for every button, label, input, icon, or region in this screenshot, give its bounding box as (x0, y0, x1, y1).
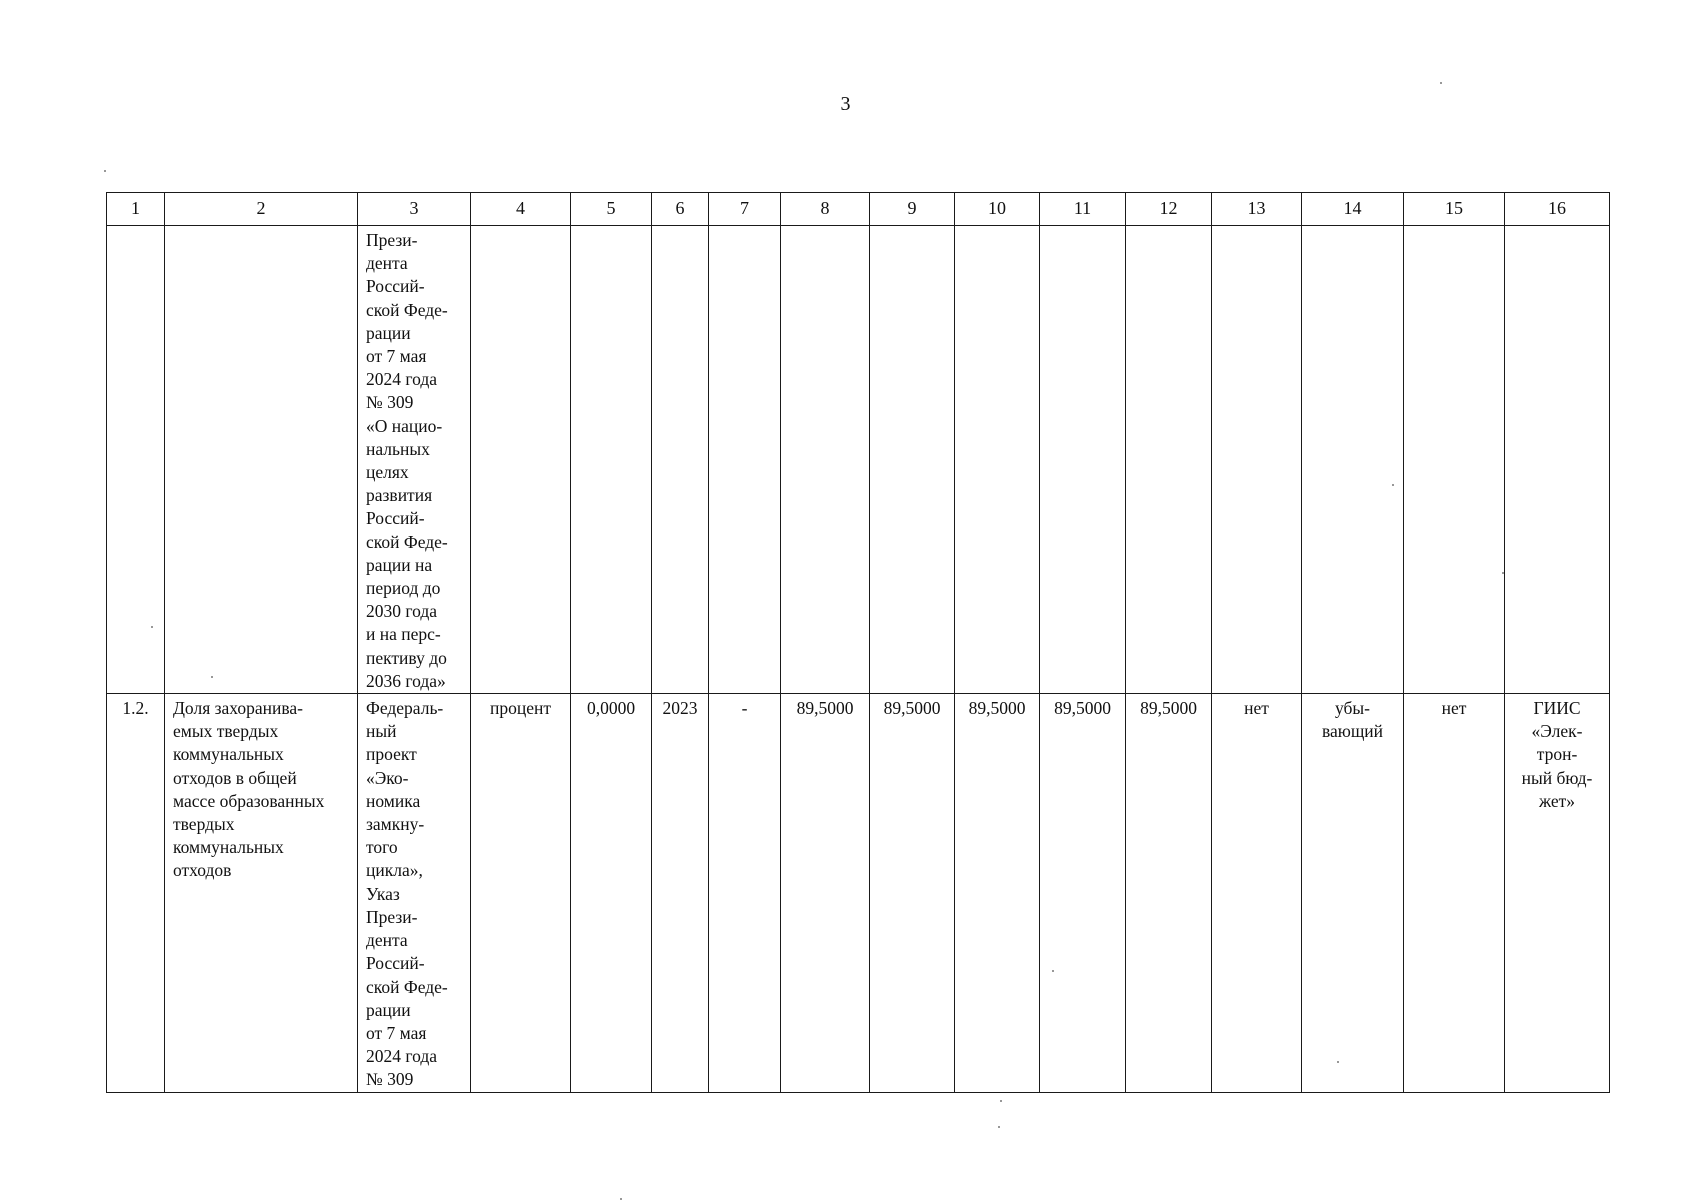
column-header: 13 (1212, 193, 1302, 226)
column-header: 9 (870, 193, 955, 226)
table-cell (1212, 226, 1302, 694)
table-cell (1302, 694, 1404, 1092)
column-header: 2 (165, 193, 358, 226)
basis-continued-text: Прези- дента Россий- ской Феде- рации от 7 мая 2024 года № 309 «О нацио- нальных целях развития Россий- ской Феде- рации на период до 2030 года и на перс- пективу до 2036 года» (366, 230, 448, 691)
page-number: 3 (840, 93, 851, 115)
table-cell (870, 694, 955, 1092)
column-header: 4 (471, 193, 571, 226)
table-cell (1505, 694, 1610, 1092)
column-header: 11 (1040, 193, 1126, 226)
table-cell (1126, 226, 1212, 694)
table-cell (1302, 226, 1404, 694)
col11-value: 89,5000 (1054, 698, 1111, 719)
column-header: 3 (358, 193, 471, 226)
scan-speck (998, 1126, 1000, 1128)
indicator-basis: Федераль- ный проект «Эко- номика замкну- того цикла», Указ Прези- дента Россий- ской Феде- рации от 7 мая 2024 года № 309 (366, 698, 448, 1090)
table-cell (781, 694, 870, 1092)
col16-value: ГИИС «Элек- трон- ный бюд- жет» (1521, 698, 1593, 811)
table-cell (955, 226, 1040, 694)
base-year: 2023 (662, 698, 698, 719)
table-cell (1126, 694, 1212, 1092)
unit-of-measure: процент (489, 698, 551, 719)
table-cell (165, 226, 358, 694)
table-cell (1404, 694, 1505, 1092)
col9-value: 89,5000 (883, 698, 941, 719)
table-cell (1212, 694, 1302, 1092)
scan-speck (1000, 1100, 1002, 1102)
scan-speck (1440, 82, 1442, 84)
column-header: 7 (709, 193, 781, 226)
table-cell (709, 694, 781, 1092)
table-cell (652, 694, 709, 1092)
col14-value: убы- вающий (1321, 698, 1384, 742)
scan-speck (104, 170, 106, 172)
column-header: 1 (107, 193, 165, 226)
base-value: 0,0000 (586, 698, 636, 719)
table-cell (471, 226, 571, 694)
table-cell (1040, 694, 1126, 1092)
col15-value: нет (1441, 698, 1467, 719)
table-cell (358, 694, 471, 1092)
column-header: 5 (571, 193, 652, 226)
table-cell (571, 694, 652, 1092)
column-header: 10 (955, 193, 1040, 226)
column-header: 14 (1302, 193, 1404, 226)
indicators-table (106, 192, 1610, 1093)
table-row-continuation (107, 226, 1610, 694)
table-cell (955, 694, 1040, 1092)
table-cell (709, 226, 781, 694)
table-cell (358, 226, 471, 694)
column-header: 8 (781, 193, 870, 226)
col7-value: - (741, 698, 748, 719)
column-header: 6 (652, 193, 709, 226)
table-cell (471, 694, 571, 1092)
column-header: 16 (1505, 193, 1610, 226)
table-cell (1404, 226, 1505, 694)
col8-value: 89,5000 (796, 698, 854, 719)
table-cell (781, 226, 870, 694)
table-cell (571, 226, 652, 694)
table-cell (107, 226, 165, 694)
table-cell (165, 694, 358, 1092)
row-number: 1.2. (122, 698, 149, 719)
col13-value: нет (1244, 698, 1269, 719)
table-cell (652, 226, 709, 694)
table-cell (1505, 226, 1610, 694)
table-cell (1040, 226, 1126, 694)
table-header-row (107, 193, 1610, 226)
column-header: 12 (1126, 193, 1212, 226)
col12-value: 89,5000 (1140, 698, 1197, 719)
table-row-1-2 (107, 694, 1610, 1092)
indicator-name: Доля захоранива- емых твердых коммунальных отходов в общей массе образованных твердых коммунальных отходов (173, 698, 325, 881)
column-header: 15 (1404, 193, 1505, 226)
table-cell (107, 694, 165, 1092)
col10-value: 89,5000 (968, 698, 1026, 719)
table-cell (870, 226, 955, 694)
